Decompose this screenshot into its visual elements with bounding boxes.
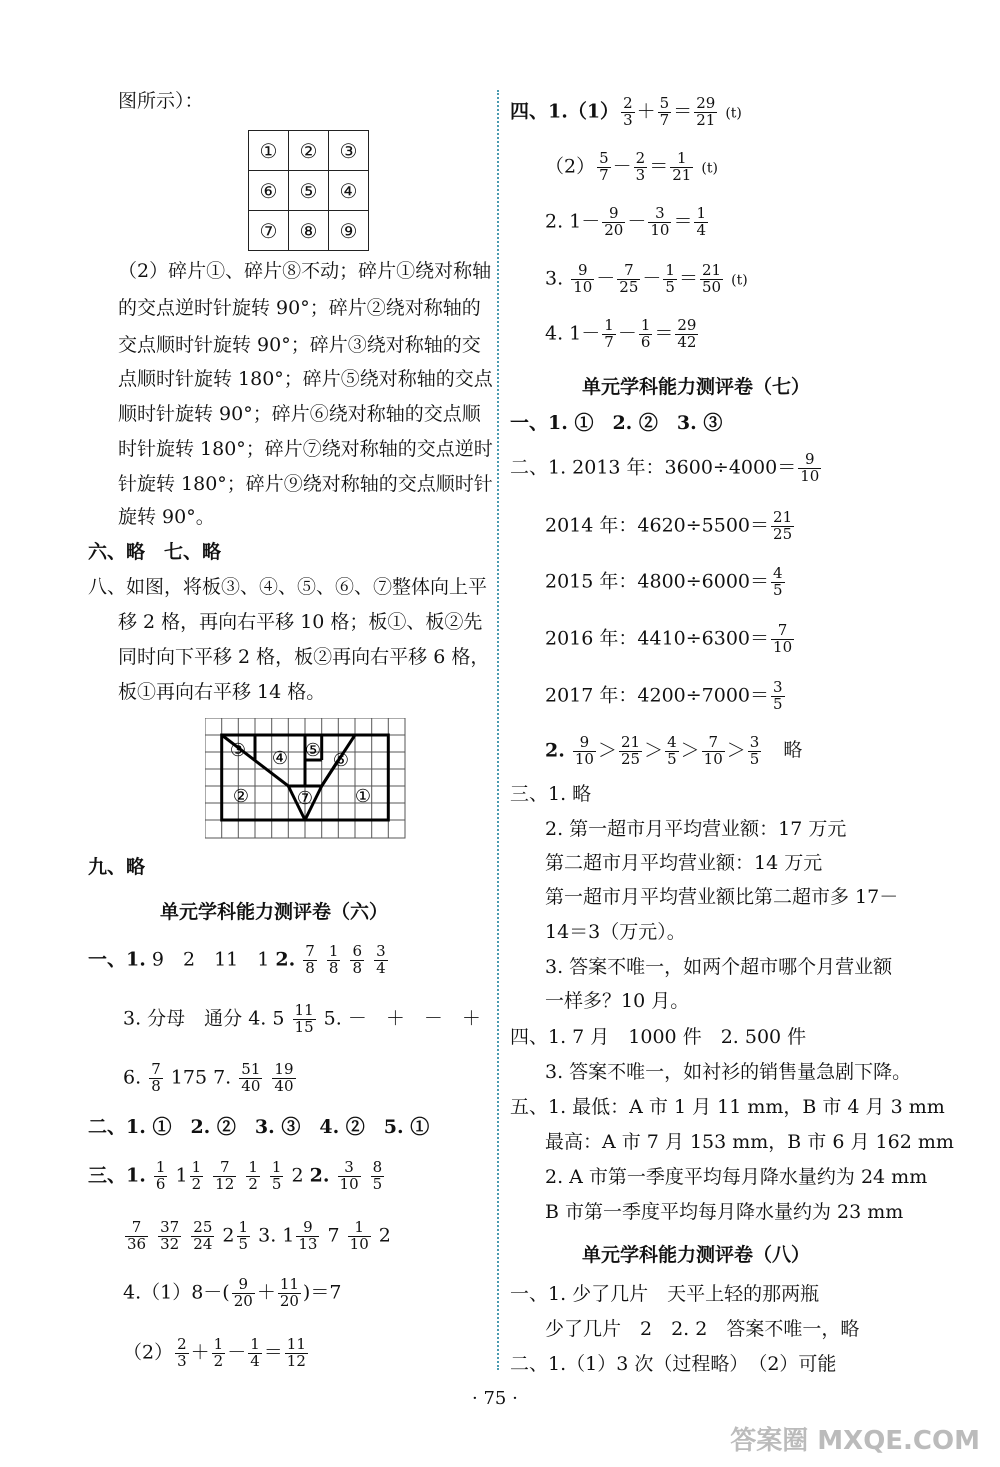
label-6: ⑥ (332, 750, 350, 771)
board-figure (205, 718, 407, 840)
r4-1-2: （2） $\frac{5}{7}$ － $\frac{2}{3}$ ＝ $\frac{1}{21}$ (t) (545, 149, 718, 184)
column-divider (497, 90, 499, 1370)
r4-2: 2. 1－ $\frac{9}{20}$ － $\frac{3}{10}$ ＝ $\frac{1}{4}$ (545, 204, 707, 239)
q-text: 4. 1－ (545, 322, 601, 345)
unit-text: (t) (731, 272, 748, 289)
s8-line: 少了几片 2 2. 2 答案不唯一，略 (545, 1318, 860, 1340)
text-line: 时针旋转 180°；碎片⑦绕对称轴的交点逆时 (118, 438, 493, 460)
page-number: · 75 · (472, 1388, 518, 1409)
fraction: $\frac{6}{8}$ (352, 942, 363, 977)
fraction: $\frac{1}{10}$ (349, 1218, 369, 1253)
fraction: $\frac{9}{13}$ (298, 1218, 318, 1253)
fraction: $\frac{37}{32}$ (160, 1218, 180, 1253)
fraction: $\frac{3}{5}$ (749, 733, 760, 768)
fraction: $\frac{5}{7}$ (599, 149, 609, 184)
title-unit7: 单元学科能力测评卷（七） (582, 376, 811, 398)
q-label: 四、1.（1） (510, 100, 620, 123)
s7-year-2017 (545, 680, 787, 713)
q-text: （2） (123, 1341, 174, 1364)
q6-4-2: （2） $\frac{2}{3}$ ＋ $\frac{1}{2}$ － $\frac{1}{4}$ ＝ $\frac{11}{12}$ (123, 1335, 306, 1370)
fraction: $\frac{3}{10}$ (339, 1158, 359, 1193)
s7-year-2016 (545, 623, 796, 656)
r4-4: 4. 1－ $\frac{1}{7}$ － $\frac{1}{6}$ ＝ $\frac{29}{42}$ (545, 316, 697, 351)
label-2: ② (232, 786, 250, 807)
fraction: $\frac{1}{6}$ (640, 316, 651, 351)
grid-cell: ⑤ (289, 171, 329, 211)
q-text: 2. 1－ (545, 210, 601, 233)
q-text: （2） (545, 155, 596, 178)
fraction: $\frac{21}{25}$ (773, 508, 793, 543)
label-3: ③ (229, 740, 247, 761)
fraction: $\frac{9}{20}$ (604, 204, 624, 239)
q-text: 6. (123, 1066, 142, 1089)
grid-cell: ⑨ (329, 211, 369, 251)
fraction: $\frac{9}{10}$ (574, 733, 594, 768)
title-unit8: 单元学科能力测评卷（八） (582, 1244, 811, 1266)
fraction: $\frac{9}{10}$ (800, 450, 820, 485)
fraction: $\frac{25}{24}$ (193, 1218, 213, 1253)
fraction: $\frac{5}{7}$ (659, 94, 670, 129)
fraction: $\frac{8}{5}$ (372, 1158, 383, 1193)
fraction: $\frac{11}{12}$ (286, 1335, 306, 1370)
q-text: 7 (327, 1224, 340, 1247)
q6-section3-row2 (123, 1220, 391, 1253)
r4-3: 3. $\frac{9}{10}$ － $\frac{7}{25}$ － $\frac{1}{5}$ ＝ $\frac{21}{50}$ (t) (545, 261, 748, 296)
fraction: $\frac{9}{10}$ (573, 261, 593, 296)
fraction: $\frac{29}{21}$ (696, 94, 716, 129)
fraction: $\frac{7}{36}$ (127, 1218, 147, 1253)
grid-cell: ⑥ (249, 171, 289, 211)
fraction: $\frac{1}{2}$ (248, 1158, 258, 1193)
section-nine: 九、略 (88, 856, 146, 878)
s7-line: 第二超市月平均营业额：14 万元 (545, 852, 823, 874)
text-line: 旋转 90°。 (118, 506, 215, 528)
s7-line: 五、1. 最低：A 市 1 月 11 mm，B 市 4 月 3 mm (510, 1096, 945, 1118)
q-text: 2 (378, 1224, 391, 1247)
unit-text: (t) (701, 160, 718, 177)
grid-cell: ④ (329, 171, 369, 211)
fraction: $\frac{1}{5}$ (238, 1218, 249, 1253)
watermark: 答案圈 MXQE.COM (730, 1426, 980, 1456)
q-text: )＝7 (302, 1281, 342, 1304)
s7-line: 2. 第一超市月平均营业额：17 万元 (545, 818, 847, 840)
fraction: $\frac{1}{7}$ (604, 316, 614, 351)
s7-line: 三、1. 略 (510, 783, 592, 805)
fraction: $\frac{7}{8}$ (151, 1060, 161, 1095)
grid-cell: ① (249, 131, 289, 171)
text-line: 点顺时针旋转 180°；碎片⑤绕对称轴的交点 (118, 368, 493, 390)
section-eight-line: 移 2 格，再向右平移 10 格；板①、板②先 (118, 611, 483, 633)
intro-text: 图所示）： (118, 90, 204, 112)
q-label: 2. (275, 948, 296, 971)
fraction: $\frac{2}{3}$ (623, 94, 633, 129)
fraction: $\frac{2}{3}$ (635, 149, 646, 184)
q-label: 2. (309, 1164, 330, 1187)
fraction: $\frac{3}{4}$ (376, 942, 386, 977)
fraction: $\frac{7}{10}$ (773, 621, 793, 656)
q-text: 3. 分母 通分 (123, 1007, 243, 1030)
year-text: 2015 年：4800÷6000＝ (545, 570, 770, 593)
grid-cell: ③ (329, 131, 369, 171)
s7-line: 四、1. 7 月 1000 件 2. 500 件 (510, 1026, 807, 1048)
fraction: $\frac{1}{2}$ (191, 1158, 202, 1193)
fraction: $\frac{1}{6}$ (155, 1158, 166, 1193)
q6-6-row (123, 1062, 298, 1095)
q6-section2: 二、1. ① 2. ② 3. ③ 4. ② 5. ① (88, 1116, 430, 1138)
grid-cell: ⑦ (249, 211, 289, 251)
q-text: 2 (291, 1164, 304, 1187)
fraction: $\frac{1}{4}$ (696, 204, 707, 239)
q6-3-row (123, 1003, 481, 1036)
fraction: $\frac{7}{8}$ (305, 942, 315, 977)
fraction: $\frac{1}{21}$ (672, 149, 692, 184)
grid-cell: ⑧ (289, 211, 329, 251)
q-label: 一、1. (88, 948, 146, 971)
section-eight-line: 八、如图，将板③、④、⑤、⑥、⑦整体向上平 (88, 576, 488, 598)
fraction: $\frac{1}{4}$ (250, 1335, 260, 1370)
label-5: ⑤ (304, 740, 322, 761)
fraction: $\frac{11}{20}$ (279, 1275, 299, 1310)
s7-year-2014 (545, 510, 796, 543)
s8-line: 二、1.（1）3 次（过程略） （2）可能 (510, 1353, 837, 1375)
q6-1-row (88, 944, 390, 977)
section-eight-line: 同时向下平移 2 格，板②再向右平移 6 格， (118, 646, 490, 668)
text-line: 交点顺时针旋转 90°；碎片③绕对称轴的交 (118, 334, 481, 356)
fraction: $\frac{1}{5}$ (271, 1158, 282, 1193)
fraction: $\frac{4}{5}$ (773, 564, 783, 599)
fraction: $\frac{21}{25}$ (621, 733, 641, 768)
s7-line: 2. A 市第一季度平均每月降水量约为 24 mm (545, 1166, 928, 1188)
fraction: $\frac{7}{12}$ (215, 1158, 235, 1193)
year-text: 2017 年：4200÷7000＝ (545, 684, 770, 707)
q-text: 5. － ＋ － ＋ (323, 1007, 481, 1030)
s7-line: 最高：A 市 7 月 153 mm，B 市 6 月 162 mm (545, 1131, 954, 1153)
unit-text: (t) (725, 105, 742, 122)
q-text: 2 (222, 1224, 235, 1247)
section-eight-line: 板①再向右平移 14 格。 (118, 681, 326, 703)
title-unit6: 单元学科能力测评卷（六） (160, 901, 389, 923)
q-label: 三、1. (88, 1164, 146, 1187)
fraction: $\frac{1}{2}$ (213, 1335, 224, 1370)
fraction: $\frac{11}{15}$ (294, 1001, 314, 1036)
fraction: $\frac{21}{50}$ (701, 261, 722, 296)
q-text: 略 (783, 739, 803, 762)
text-line: 的交点逆时针旋转 90°；碎片②绕对称轴的 (118, 297, 481, 319)
fraction: $\frac{9}{20}$ (233, 1275, 253, 1310)
fraction: $\frac{7}{25}$ (619, 261, 639, 296)
text-line: 顺时针旋转 90°；碎片⑥绕对称轴的交点顺 (118, 403, 481, 425)
fraction: $\frac{29}{42}$ (677, 316, 697, 351)
s7-line: 3. 答案不唯一，如衬衫的销售量急剧下降。 (545, 1061, 912, 1083)
s7-section1: 一、1. ① 2. ② 3. ③ (510, 412, 723, 434)
s7-line: 一样多？10 月。 (545, 990, 690, 1012)
s7-line: 第一超市月平均营业额比第二超市多 17－ (545, 886, 899, 908)
q-label: 2. (545, 739, 565, 762)
q-text: 3. 1 (258, 1224, 295, 1247)
grid-cell: ② (289, 131, 329, 171)
fraction: $\frac{2}{3}$ (177, 1335, 187, 1370)
fraction: $\frac{7}{10}$ (703, 733, 723, 768)
s7-line: 14＝3（万元）。 (545, 921, 686, 943)
q-text: 7. (213, 1066, 232, 1089)
text-line: （2）碎片①、碎片⑧不动；碎片①绕对称轴 (118, 260, 492, 282)
q6-section3-row1 (88, 1160, 386, 1193)
fraction: $\frac{3}{5}$ (773, 678, 783, 713)
text-line: 针旋转 180°；碎片⑨绕对称轴的交点顺时针 (118, 473, 493, 495)
q-text: 4.（1）8－( (123, 1281, 230, 1304)
label-4: ④ (271, 748, 289, 769)
fraction: $\frac{3}{10}$ (650, 204, 670, 239)
q-text: 1 (175, 1164, 188, 1187)
fraction: $\frac{19}{40}$ (274, 1060, 294, 1095)
r4-1: 四、1.（1） $\frac{2}{3}$ ＋ $\frac{5}{7}$ ＝ $\frac{29}{21}$ (t) (510, 94, 742, 129)
fraction: $\frac{1}{8}$ (328, 942, 339, 977)
q-values: 9 2 11 1 (151, 948, 270, 971)
puzzle-grid (248, 130, 369, 251)
s7-year-2013 (510, 452, 823, 485)
year-text: 2014 年：4620÷5500＝ (545, 514, 770, 537)
section-six-seven: 六、略 七、略 (88, 541, 222, 563)
s7-compare: 2. $\frac{9}{10}$ ＞ $\frac{21}{25}$ ＞ $\frac{4}{5}$ ＞ $\frac{7}{10}$ ＞ $\frac{3}{5}$ 略 (545, 733, 803, 768)
s7-line: 3. 答案不唯一，如两个超市哪个月营业额 (545, 956, 893, 978)
fraction: $\frac{4}{5}$ (667, 733, 677, 768)
q-text: 3. (545, 267, 564, 290)
year-text: 2016 年：4410÷6300＝ (545, 627, 770, 650)
s7-line: B 市第一季度平均每月降水量约为 23 mm (545, 1201, 904, 1223)
q-text: 175 (170, 1066, 208, 1089)
label-7: ⑦ (296, 788, 314, 809)
s7-year-2015 (545, 566, 787, 599)
q-text: 4. 5 (248, 1007, 285, 1030)
label-1: ① (354, 786, 372, 807)
q6-4-1: 4.（1）8－( $\frac{9}{20}$ ＋ $\frac{11}{20}$ )＝7 (123, 1275, 342, 1310)
s8-line: 一、1. 少了几片 天平上轻的那两瓶 (510, 1283, 820, 1305)
year-text: 二、1. 2013 年：3600÷4000＝ (510, 456, 797, 479)
fraction: $\frac{1}{5}$ (665, 261, 675, 296)
fraction: $\frac{51}{40}$ (241, 1060, 261, 1095)
